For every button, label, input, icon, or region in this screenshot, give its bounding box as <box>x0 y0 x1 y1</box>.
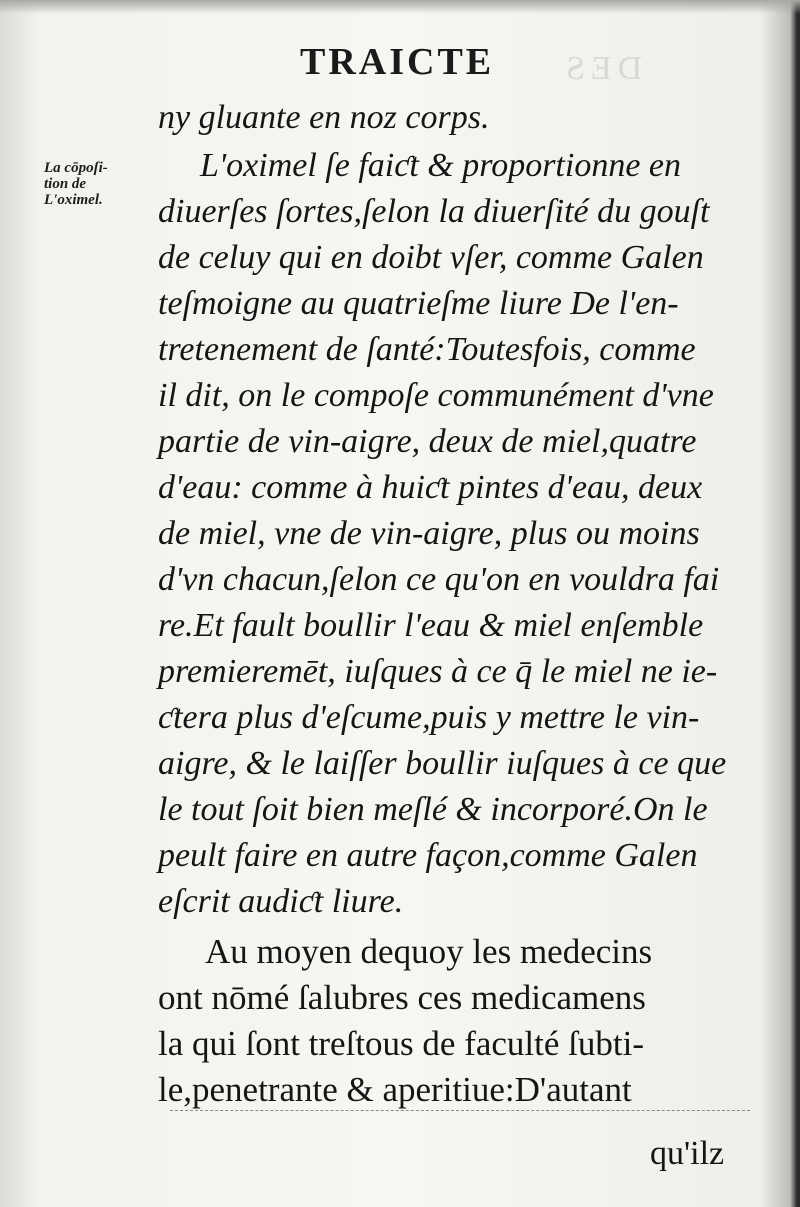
body-line: ny gluante en noz corps. <box>158 99 490 136</box>
body-line: tretenement de ſanté:Toutesfois, comme <box>158 331 696 368</box>
body-line: de celuy qui en doibt vſer, comme Galen <box>158 239 704 276</box>
body-line: teſmoigne au quatrieſme liure De l'en- <box>158 285 679 322</box>
running-title: TRAICTE <box>300 41 495 83</box>
body-line: premieremēt, iuſques à ce q̄ le miel ne ie- <box>158 653 718 690</box>
body-line: le,penetrante & aperitiue:D'autant <box>158 1070 632 1109</box>
body-line: diuerſes ſortes,ſelon la diuerſité du gouſt <box>158 193 710 230</box>
body-line: il dit, on le compoſe communément d'vne <box>158 377 714 414</box>
marginal-note-line: L'oximel. <box>44 192 103 208</box>
marginal-note-line: tion de <box>44 176 87 192</box>
body-line: Au moyen dequoy les medecins <box>205 932 653 971</box>
body-line: le tout ſoit bien meſlé & incorporé.On le <box>158 791 708 828</box>
body-line: d'vn chacun,ſelon ce qu'on en vouldra fai <box>158 561 720 598</box>
body-line: d'eau: comme à huiƈt pintes d'eau, deux <box>158 469 703 506</box>
marginal-note-line: La cōpoſi- <box>44 160 108 176</box>
body-line: peult faire en autre façon,comme Galen <box>158 837 698 874</box>
body-line: eſcrit audiƈt liure. <box>158 883 404 920</box>
body-line: la qui ſont treſtous de faculté ſubti- <box>158 1024 644 1063</box>
show-through-text: DES <box>560 50 643 87</box>
marginal-note <box>44 160 154 208</box>
body-line: ƈtera plus d'eſcume,puis y mettre le vin- <box>158 699 700 736</box>
page-edge-shadow <box>0 0 800 14</box>
body-line: re.Et fault boullir l'eau & miel enſemble <box>158 607 704 644</box>
body-line: L'oximel ſe faiƈt & proportionne en <box>200 147 681 184</box>
body-line: aigre, & le laiſſer boullir iuſques à ce que <box>158 745 727 782</box>
body-line: partie de vin-aigre, deux de miel,quatre <box>158 423 697 460</box>
catchword: qu'ilz <box>650 1135 725 1172</box>
print-bleed-rule <box>170 1110 750 1111</box>
body-line: ont nōmé ſalubres ces medicamens <box>158 978 646 1017</box>
body-line: de miel, vne de vin-aigre, plus ou moins <box>158 515 700 552</box>
